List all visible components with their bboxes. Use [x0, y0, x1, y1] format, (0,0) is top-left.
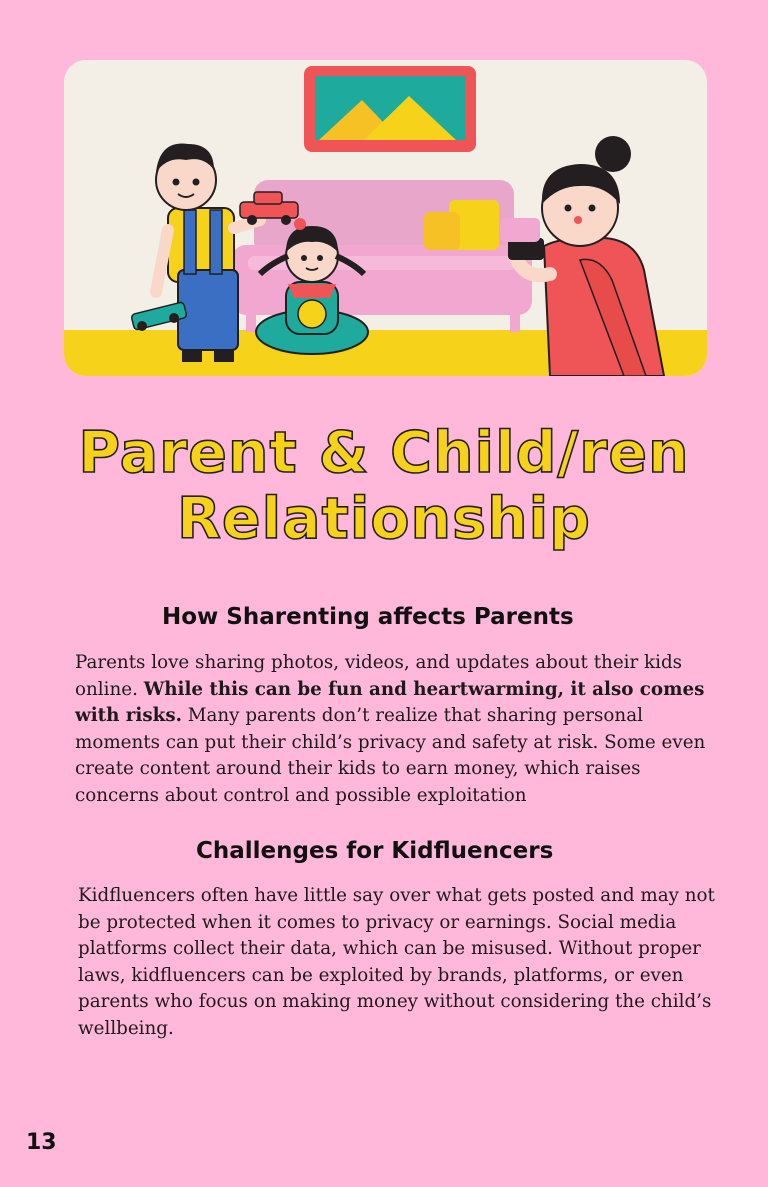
section-body-kidfluencers: Kidfluencers often have little say over what gets posted and may not be protected when it comes to privacy or earnings. Social media platforms collect their data, which can be misused. Without proper laws, kidfluencers can be exploited by brands, platforms, or even parents who focus on making money without considering the child’s wellbeing. [78, 885, 715, 1039]
section-body-sharenting [75, 650, 715, 809]
section-heading-sharenting: How Sharenting affects Parents [162, 604, 574, 630]
body-lead-text: Parents love sharing photos, videos, and updates about their kids online. [75, 652, 683, 700]
page-title: Parent & Child/ren Relationship [78, 420, 690, 552]
teddy-bear-icon [298, 300, 326, 328]
body-rest-text: Many parents don’t realize that sharing personal moments can put their child’s privacy and safety at risk. Some even create content around their kids to earn money, which raises concerns about control and possible exploitation [75, 705, 706, 806]
page-number: 13 [26, 1130, 57, 1155]
section-heading-kidfluencers: Challenges for Kidfluencers [196, 838, 554, 864]
family-illustration [64, 60, 707, 376]
body-emphasis-text: While this can be fun and heartwarming, it also comes with risks. [75, 678, 705, 726]
family-scene-drawing [64, 60, 707, 376]
framed-picture-icon [304, 66, 476, 152]
